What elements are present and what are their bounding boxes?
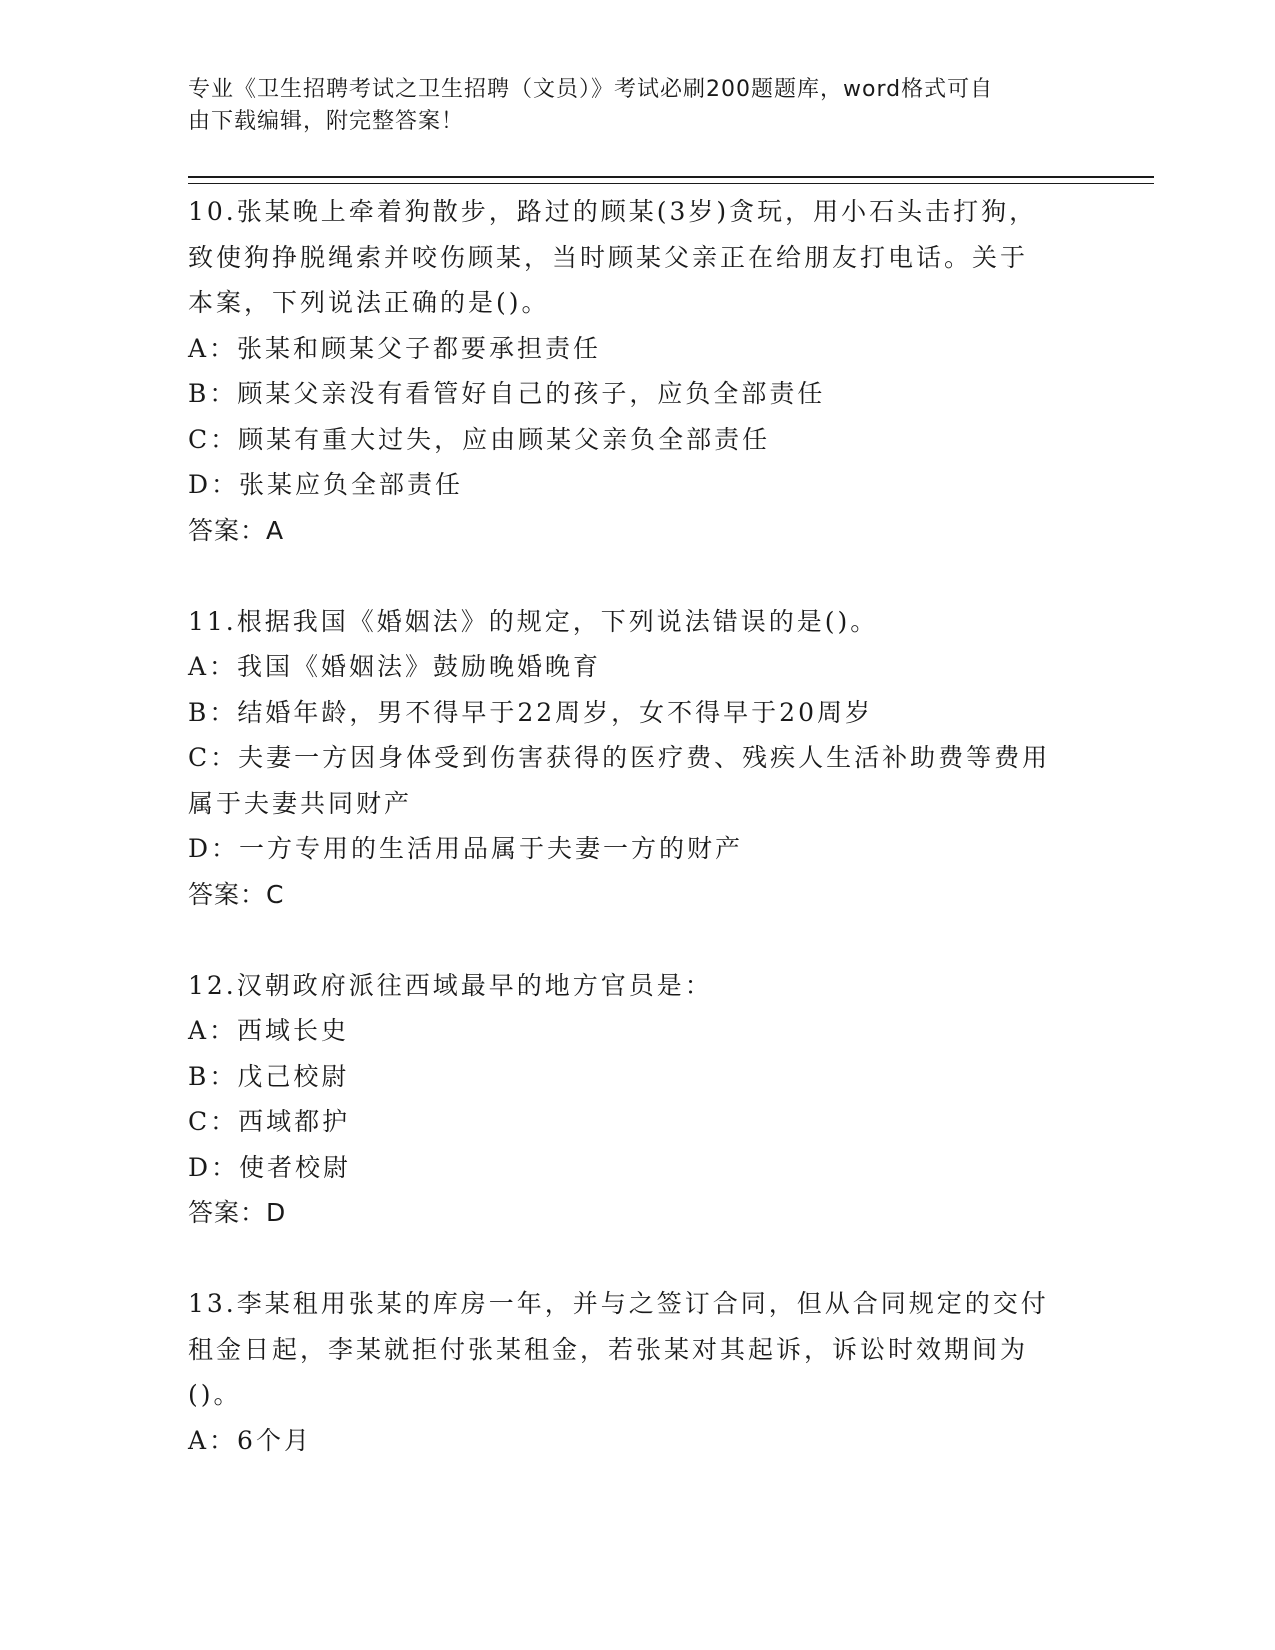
option-line: C：夫妻一方因身体受到伤害获得的医疗费、残疾人生活补助费等费用 [188,743,1051,772]
option-line: B：结婚年龄，男不得早于22周岁，女不得早于20周岁 [188,697,873,727]
header-line-2: 由下载编辑，附完整答案！ [188,109,465,134]
question-block [188,963,1088,1282]
option-line: A：6个月 [188,1425,312,1455]
header-line-1: 专业《卫生招聘考试之卫生招聘（文员）》考试必刷200题题库，word格式可自 [188,77,994,102]
question-block [188,189,1088,599]
question-spacer [188,553,1088,599]
header-divider-thick [188,176,1154,178]
answer-line: 答案：C [188,879,285,909]
answer-line: 答案：D [188,1198,287,1227]
question-spacer [188,917,1088,963]
header-divider-thin [188,183,1154,184]
option-line: A：我国《婚姻法》鼓励晚婚晚育 [188,652,602,681]
question-spacer [188,1236,1088,1282]
question-block [188,1281,1088,1463]
question-block [188,599,1088,963]
option-line: C：顾某有重大过失，应由顾某父亲负全部责任 [188,424,771,454]
question-stem-line: 致使狗挣脱绳索并咬伤顾某，当时顾某父亲正在给朋友打电话。关于 [188,242,1029,272]
option-line: 属于夫妻共同财产 [188,788,413,818]
option-line: B：顾某父亲没有看管好自己的孩子，应负全部责任 [188,379,826,408]
question-list [188,189,1088,1463]
question-stem-line: ()。 [188,1380,242,1409]
question-stem-line: 租金日起，李某就拒付张某租金，若张某对其起诉，诉讼时效期间为 [188,1334,1029,1364]
option-line: D：张某应负全部责任 [188,470,464,499]
answer-line: 答案：A [188,515,285,545]
question-stem-line: 本案，下列说法正确的是()。 [188,288,550,317]
option-line: A：张某和顾某父子都要承担责任 [188,333,602,363]
option-line: C：西域都护 [188,1107,351,1136]
question-stem-line: 11.根据我国《婚姻法》的规定，下列说法错误的是()。 [188,606,879,636]
question-stem-line: 10.张某晚上牵着狗散步，路过的顾某(3岁)贪玩，用小石头击打狗， [188,197,1038,226]
option-line: A：西域长史 [188,1016,350,1045]
document-header [188,74,1068,138]
question-stem-line: 12.汉朝政府派往西域最早的地方官员是： [188,970,713,1000]
option-line: B：戊己校尉 [188,1061,350,1091]
question-stem-line: 13.李某租用张某的库房一年，并与之签订合同，但从合同规定的交付 [188,1289,1049,1318]
option-line: D：一方专用的生活用品属于夫妻一方的财产 [188,834,744,863]
option-line: D：使者校尉 [188,1152,352,1182]
